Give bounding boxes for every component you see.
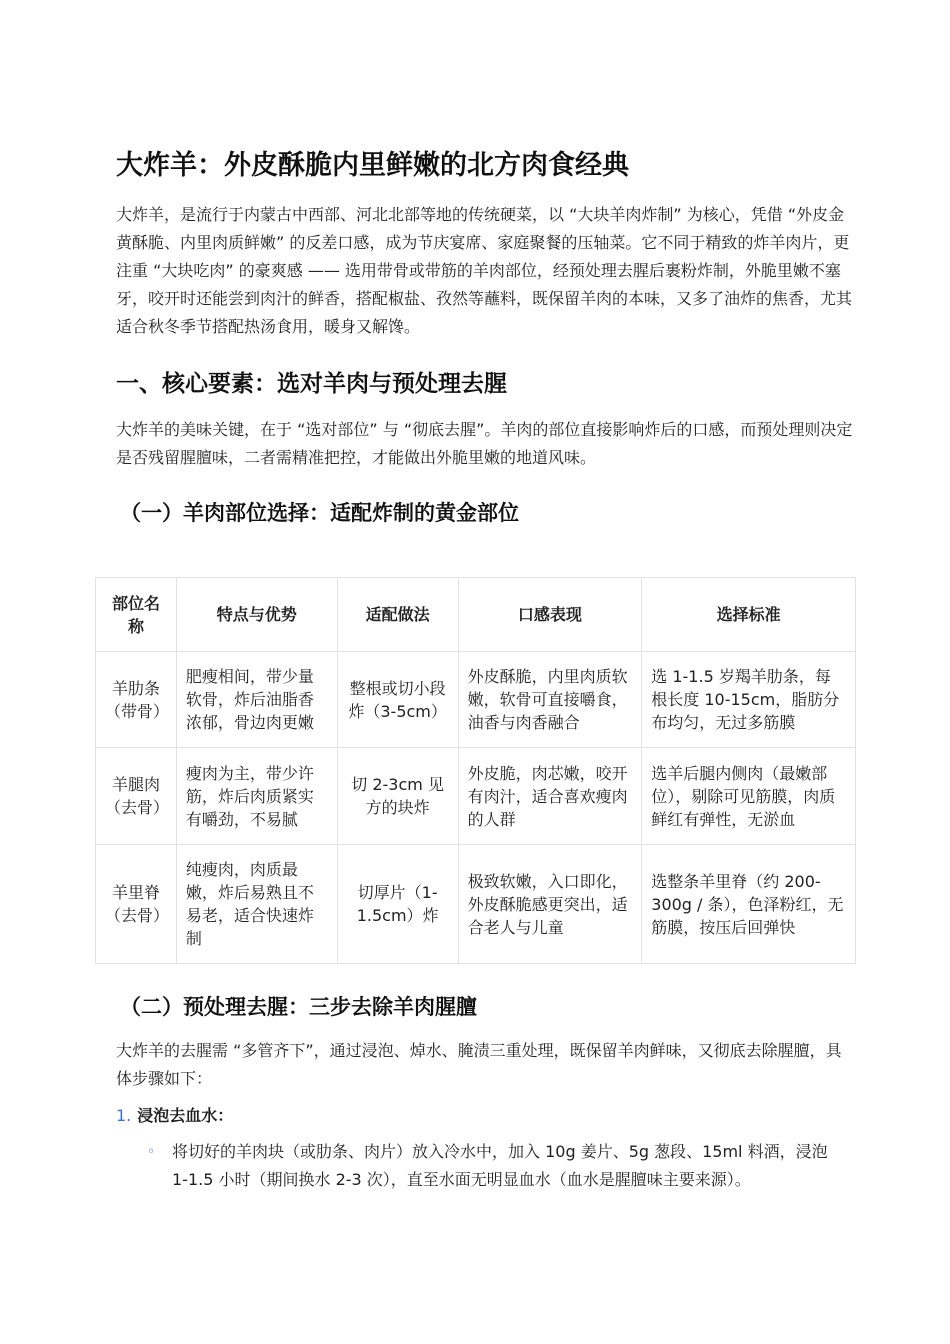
circle-bullet-icon: ◦ bbox=[147, 1144, 156, 1160]
table-header-cell: 特点与优势 bbox=[176, 578, 337, 652]
list-item-title: 浸泡去血水： bbox=[137, 1106, 234, 1125]
table-header-cell: 口感表现 bbox=[458, 578, 642, 652]
table-cell: 羊腿肉（去骨） bbox=[96, 748, 177, 845]
section-core-paragraph: 大炸羊的美味关键，在于 “选对部位” 与 “彻底去腥”。羊肉的部位直接影响炸后的口感，而预处理则决定是否残留腥膻味，二者需精准把控，才能做出外脆里嫩的地道风味。 bbox=[116, 420, 853, 467]
table-cell: 选整条羊里脊（约 200-300g / 条），色泽粉红，无筋膜，按压后回弹快 bbox=[642, 845, 856, 964]
table-cell: 切 2-3cm 见方的块炸 bbox=[337, 748, 458, 845]
table-cell: 羊里脊（去骨） bbox=[96, 845, 177, 964]
subsection-heading-deodorize: （二）预处理去腥：三步去除羊肉腥膻 bbox=[120, 995, 477, 1019]
table-cell: 选 1-1.5 岁羯羊肋条，每根长度 10-15cm，脂肪分布均匀，无过多筋膜 bbox=[642, 652, 856, 748]
table-row bbox=[96, 652, 856, 748]
table-cell: 整根或切小段炸（3-5cm） bbox=[337, 652, 458, 748]
lamb-cuts-table bbox=[95, 577, 856, 964]
table-row bbox=[96, 845, 856, 964]
table-cell: 肥瘦相间，带少量软骨，炸后油脂香浓郁，骨边肉更嫩 bbox=[176, 652, 337, 748]
table-row bbox=[96, 748, 856, 845]
list-number: 1. bbox=[116, 1106, 132, 1125]
page-title: 大炸羊：外皮酥脆内里鲜嫩的北方肉食经典 bbox=[116, 150, 629, 181]
table-cell: 瘦肉为主，带少许筋，炸后肉质紧实有嚼劲，不易腻 bbox=[176, 748, 337, 845]
table-cell: 外皮脆，肉芯嫩，咬开有肉汁，适合喜欢瘦肉的人群 bbox=[458, 748, 642, 845]
table-cell: 极致软嫩，入口即化，外皮酥脆感更突出，适合老人与儿童 bbox=[458, 845, 642, 964]
ordered-list-item bbox=[116, 1102, 233, 1130]
list-item-detail: 将切好的羊肉块（或肋条、肉片）放入冷水中，加入 10g 姜片、5g 葱段、15ml 料酒，浸泡 1-1.5 小时（期间换水 2-3 次），直至水面无明显血水（血水是腥膻味主要来源）。 bbox=[172, 1142, 828, 1189]
table-cell: 外皮酥脆，内里肉质软嫩，软骨可直接嚼食，油香与肉香融合 bbox=[458, 652, 642, 748]
table-cell: 羊肋条（带骨） bbox=[96, 652, 177, 748]
table-cell: 选羊后腿内侧肉（最嫩部位），剔除可见筋膜，肉质鲜红有弹性，无淤血 bbox=[642, 748, 856, 845]
table-header-cell: 选择标准 bbox=[642, 578, 856, 652]
subsection-heading-cuts: （一）羊肉部位选择：适配炸制的黄金部位 bbox=[120, 501, 519, 525]
table-cell: 切厚片（1-1.5cm）炸 bbox=[337, 845, 458, 964]
table-cell: 纯瘦肉，肉质最嫩，炸后易熟且不易老，适合快速炸制 bbox=[176, 845, 337, 964]
intro-paragraph: 大炸羊，是流行于内蒙古中西部、河北北部等地的传统硬菜，以 “大块羊肉炸制” 为核心，凭借 “外皮金黄酥脆、内里肉质鲜嫩” 的反差口感，成为节庆宴席、家庭聚餐的压轴菜。它不同于精致的炸羊肉片，更注重 “大块吃肉” 的豪爽感 —— 选用带骨或带筋的羊肉部位，经预处理去腥后裹粉炸制，外脆里嫩不塞牙，咬开时还能尝到肉汁的鲜香，搭配椒盐、孜然等蘸料，既保留羊肉的本味，又多了油炸的焦香，尤其适合秋冬季节搭配热汤食用，暖身又解馋。 bbox=[116, 205, 853, 336]
table-header-cell: 适配做法 bbox=[337, 578, 458, 652]
table-header-row bbox=[96, 578, 856, 652]
table-header-cell: 部位名称 bbox=[96, 578, 177, 652]
section-heading-core: 一、核心要素：选对羊肉与预处理去腥 bbox=[116, 371, 507, 397]
subsection-deodorize-paragraph: 大炸羊的去腥需 “多管齐下”，通过浸泡、焯水、腌渍三重处理，既保留羊肉鲜味，又彻底去除腥膻，具体步骤如下： bbox=[116, 1041, 842, 1088]
